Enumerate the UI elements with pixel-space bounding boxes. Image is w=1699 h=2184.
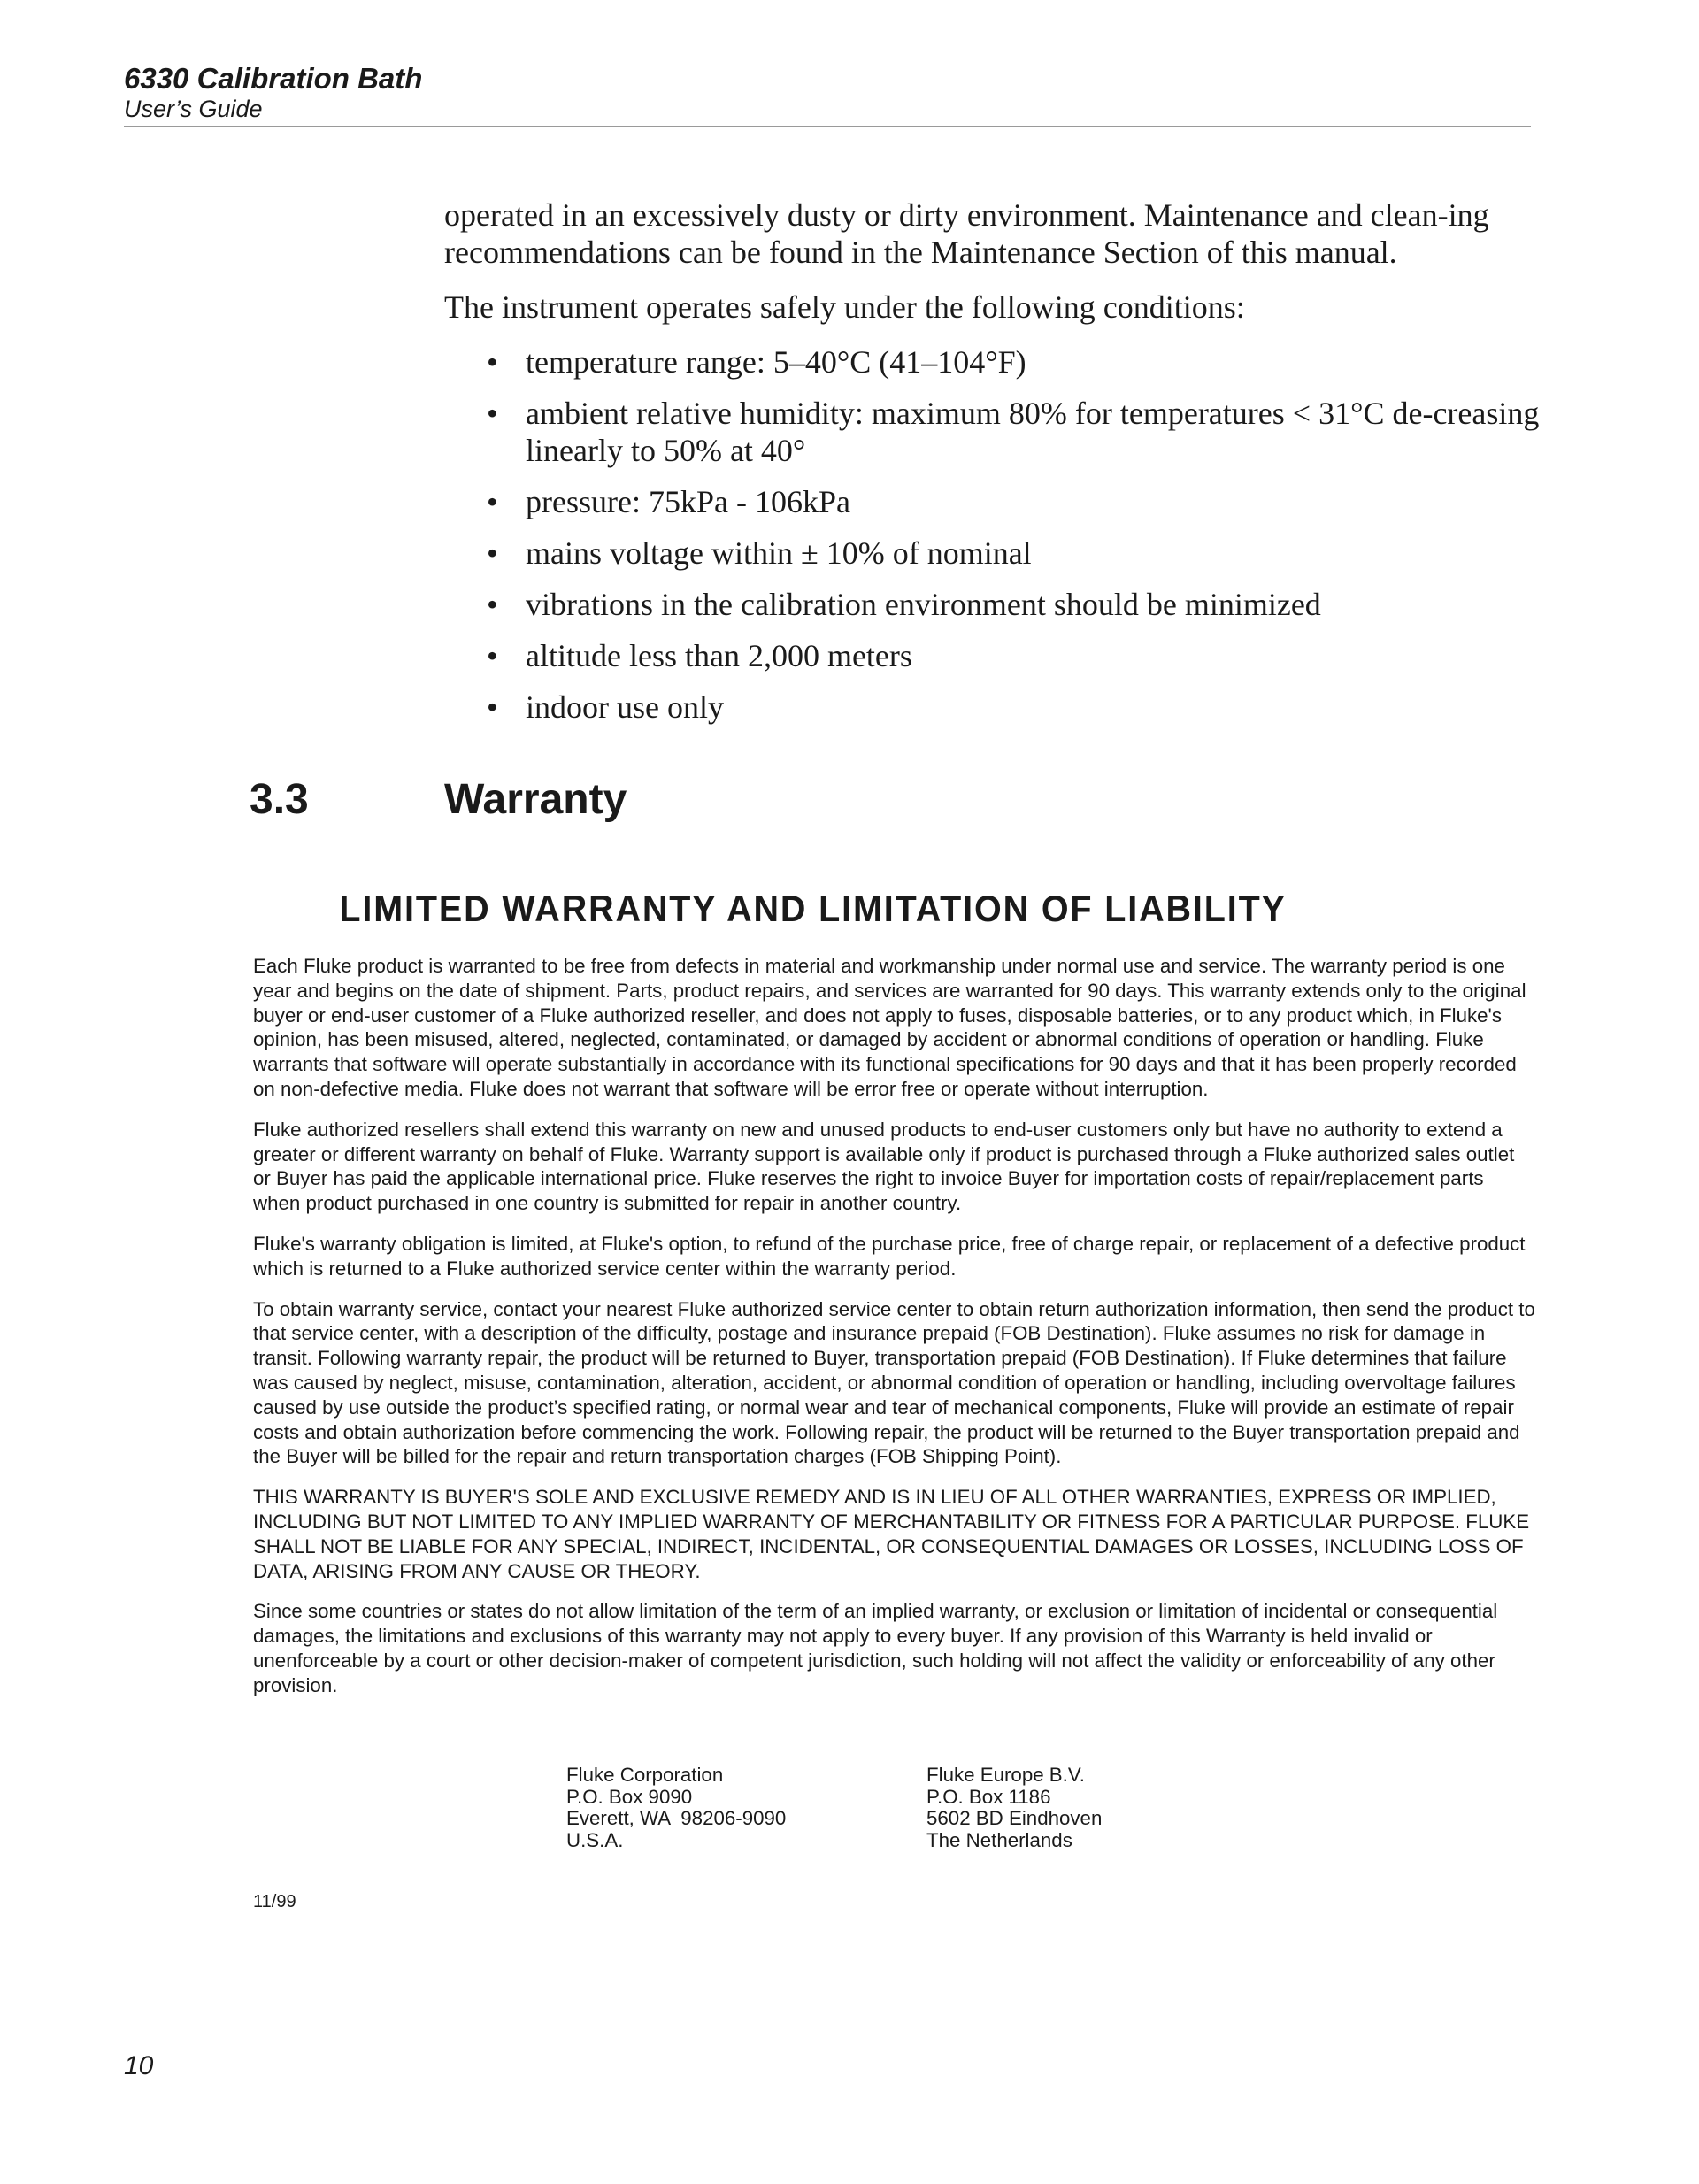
address-line: Fluke Europe B.V. [926,1764,1085,1786]
manual-subtitle: User’s Guide [124,96,263,122]
intro-paragraph-conditions: The instrument operates safely under the following conditions: [444,289,1245,325]
warranty-paragraph: Since some countries or states do not allow limitation of the term of an implied warranty, or exclusion or limitation of incidental or consequential damages, the limitations and exclusions of this warranty may not apply to every buyer. If any provision of this Warranty is held invalid or unenforceable by a court or other decision-maker of competent jurisdiction, such holding will not affect the validity or enforceability of any other provision. [253,1600,1498,1696]
condition-text: indoor use only [526,689,724,725]
bullet-icon: • [487,484,498,519]
condition-text: pressure: 75kPa - 106kPa [526,484,850,519]
address-line: P.O. Box 9090 [566,1785,693,1808]
manual-title: 6330 Calibration Bath [124,62,423,95]
list-item [487,483,1541,520]
bullet-icon: • [487,638,498,673]
section-number: 3.3 [250,776,309,823]
list-item [487,586,1541,623]
address-line: P.O. Box 1186 [926,1785,1051,1808]
running-header [124,62,1531,127]
bullet-icon: • [487,587,498,622]
condition-text: ambient relative humidity: maximum 80% for temperatures < 31°C de-creasing linearly to 50% at 40° [526,396,1540,468]
address-fluke-europe [926,1765,1102,1851]
list-item [487,343,1541,381]
bullet-icon: • [487,396,498,431]
bullet-icon: • [487,535,498,571]
address-line: Fluke Corporation [566,1764,724,1786]
warranty-paragraph: To obtain warranty service, contact your nearest Fluke authorized service center to obtain return authorization information, then send the product to that service center, with a description of the difficulty, postage and insurance prepaid (FOB Destination). Fluke assumes no risk for damage in transit. Following warranty repair, the product will be returned to Buyer, transportation prepaid (FOB Destination). If Fluke determines that failure was caused by neglect, misuse, contamination, alteration, accident, or abnormal condition of operation or handling, including overvoltage failures caused by use outside the product’s specified rating, or normal wear and tear of mechanical components, Fluke will provide an estimate of repair costs and obtain authorization before commencing the work. Following repair, the product will be returned to the Buyer transportation prepaid and the Buyer will be billed for the repair and return transportation charges (FOB Shipping Point). [253,1297,1535,1468]
address-fluke-corporation [566,1765,786,1851]
warranty-paragraph: Fluke's warranty obligation is limited, at Fluke's option, to refund of the purchase price, free of charge repair, or replacement of a defective product which is returned to a Fluke authorized service center within the warranty period. [253,1232,1526,1280]
warranty-paragraph: Fluke authorized resellers shall extend this warranty on new and unused products to end-user customers only but have no authority to extend a greater or different warranty on behalf of Fluke. Warranty support is available only if product is purchased through a Fluke authorized sales outlet or Buyer has paid the applicable international price. Fluke reserves the right to invoice Buyer for importation costs of repair/replacement parts when product purchased in one country is submitted for repair in another country. [253,1118,1515,1215]
address-line: The Netherlands [926,1828,1072,1851]
intro-paragraph-maintenance: operated in an excessively dusty or dirty environment. Maintenance and clean-ing recommendations can be found in the Maintenance Section of this manual. [444,197,1489,270]
condition-text: altitude less than 2,000 meters [526,638,912,673]
warranty-heading: LIMITED WARRANTY AND LIMITATION OF LIABILITY [339,888,1287,929]
page-number: 10 [124,2051,154,2080]
address-line: Everett, WA 98206-9090 [566,1807,787,1829]
list-item [487,688,1541,726]
list-item [487,395,1541,469]
bullet-icon: • [487,689,498,725]
condition-text: vibrations in the calibration environment should be minimized [526,587,1321,622]
warranty-body [253,954,1536,1714]
condition-text: mains voltage within ± 10% of nominal [526,535,1032,571]
conditions-list [444,343,1541,726]
intro-text [444,196,1541,740]
condition-text: temperature range: 5–40°C (41–104°F) [526,344,1026,380]
bullet-icon: • [487,344,498,380]
section-title: Warranty [444,776,627,823]
address-line: U.S.A. [566,1828,624,1851]
warranty-paragraph: Each Fluke product is warranted to be free from defects in material and workmanship under normal use and service. The warranty period is one year and begins on the date of shipment. Parts, product repairs, and services are warranted for 90 days. This warranty extends only to the original buyer or end-user customer of a Fluke authorized reseller, and does not apply to fuses, disposable batteries, or to any product which, in Fluke's opinion, has been misused, altered, neglected, contaminated, or damaged by accident or abnormal conditions of operation or handling. Fluke warrants that software will operate substantially in accordance with its functional specifications for 90 days and that it has been properly recorded on non-defective media. Fluke does not warrant that software will be error free or operate without interruption. [253,955,1526,1100]
list-item [487,637,1541,674]
date-code: 11/99 [253,1892,296,1911]
list-item [487,534,1541,572]
address-line: 5602 BD Eindhoven [926,1807,1103,1829]
warranty-paragraph: THIS WARRANTY IS BUYER'S SOLE AND EXCLUSIVE REMEDY AND IS IN LIEU OF ALL OTHER WARRANTIES, EXPRESS OR IMPLIED, INCLUDING BUT NOT LIMITED TO ANY IMPLIED WARRANTY OF MERCHANTABILITY OR FITNESS FOR A PARTICULAR PURPOSE. FLUKE SHALL NOT BE LIABLE FOR ANY SPECIAL, INDIRECT, INCIDENTAL, OR CONSEQUENTIAL DAMAGES OR LOSSES, INCLUDING LOSS OF DATA, ARISING FROM ANY CAUSE OR THEORY. [253,1486,1530,1582]
